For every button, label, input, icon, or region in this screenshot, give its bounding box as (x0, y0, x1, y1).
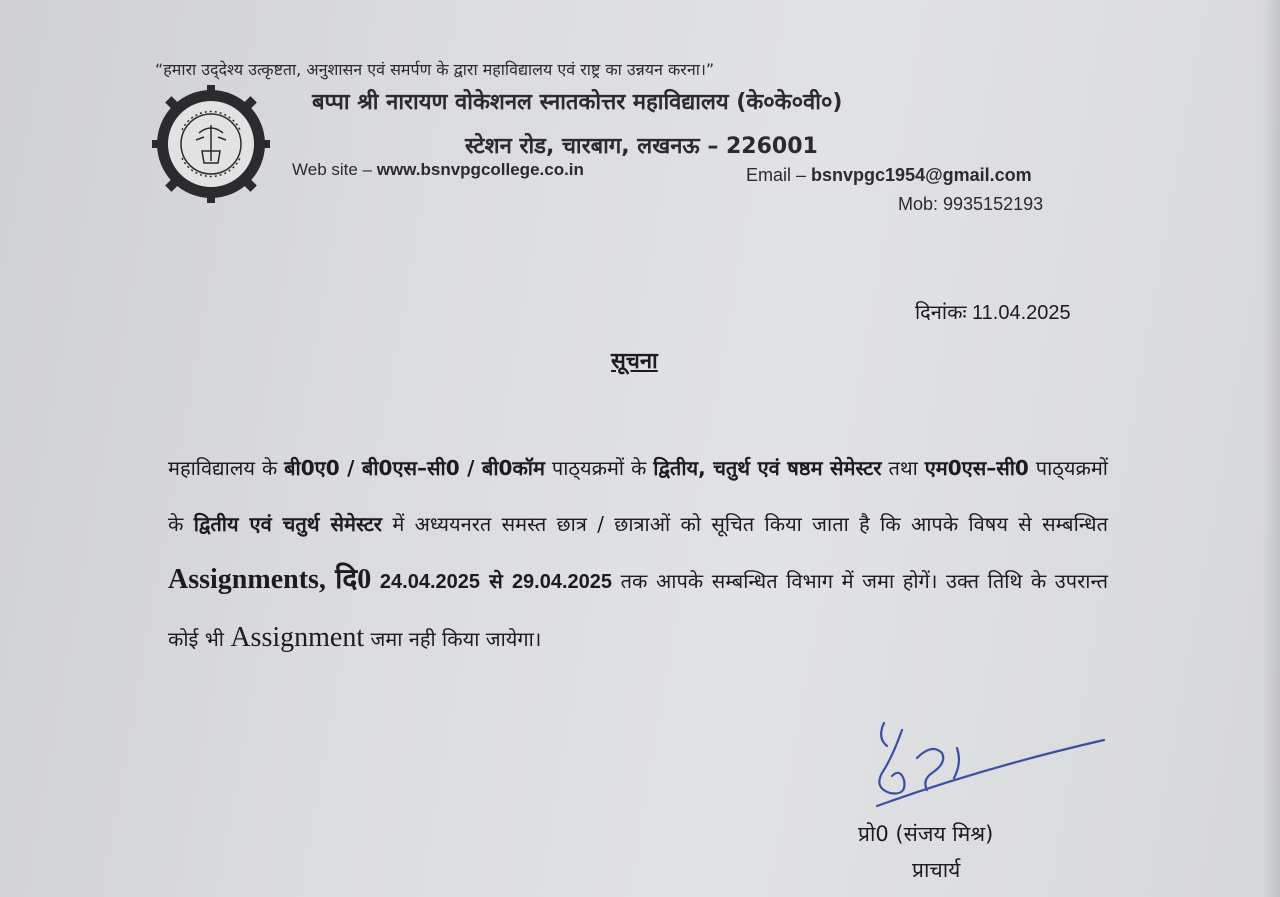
notice-text: से (480, 569, 512, 593)
notice-text: पाठ्‌यक्रमों के (168, 456, 1108, 536)
notice-date: दिनांकः 11.04.2025 (915, 302, 1071, 324)
mobile-number: Mob: 9935152193 (898, 194, 1044, 214)
notice-text: में अध्ययनरत समस्त छात्र / छात्राओं को सूचित किया जाता है कि आपके विषय से सम्बन्धित (381, 512, 1108, 536)
email-address: bsnvpgc1954@gmail.com (811, 165, 1032, 185)
notice-courses: बी0ए0 / बी0एस–सी0 / बी0कॉम (284, 456, 545, 480)
college-address: स्टेशन रोड, चारबाग, लखनऊ – 226001 (465, 134, 818, 159)
signatory-designation: प्राचार्य (912, 858, 961, 882)
notice-body (168, 440, 1108, 667)
email-label: Email – (746, 165, 812, 185)
college-name: बप्पा श्री नारायण वोकेशनल स्नातकोत्तर महाविद्यालय (के०के०वी०) (312, 90, 843, 115)
website-label: Web site – (292, 160, 377, 179)
signatory-name: प्रो0 (संजय मिश्र) (858, 822, 994, 846)
notice-text: पाठ्‌यक्रमों के (544, 456, 654, 480)
college-motto: “हमारा उद्‌देश्य उत्कृष्टता, अनुशासन एवं समर्पण के द्वारा महाविद्यालय एवं राष्ट्र का उन्नयन करना।” (155, 60, 715, 79)
notice-title: सूचना (611, 349, 658, 374)
notice-end-date: 29.04.2025 (511, 571, 613, 593)
notice-assignment-word: Assignment (230, 622, 365, 653)
website-line (292, 160, 584, 180)
notice-text: महाविद्यालय के (168, 456, 285, 480)
notice-pg-semesters: द्वितीय एवं चतुर्थ सेमेस्टर (193, 512, 382, 536)
college-seal-icon (152, 85, 270, 203)
notice-text: तथा (881, 456, 925, 480)
notice-text: तक आपके सम्बन्धित विभाग में जमा होगें। उक्त तिथि के उपरान्त कोई भी (168, 569, 1109, 651)
notice-semesters: द्वितीय, चतुर्थ एवं षष्ठम सेमेस्टर (653, 456, 882, 480)
principal-signature (862, 718, 1112, 818)
paper-shadow (1262, 0, 1280, 897)
website-url: www.bsnvpgcollege.co.in (376, 160, 584, 179)
notice-pg-course: एम0एस–सी0 (924, 456, 1029, 480)
notice-text: जमा नही किया जायेगा। (364, 627, 542, 651)
email-line (746, 165, 1032, 186)
notice-assignments: Assignments, दि0 (168, 564, 372, 595)
notice-start-date: 24.04.2025 (379, 571, 480, 593)
